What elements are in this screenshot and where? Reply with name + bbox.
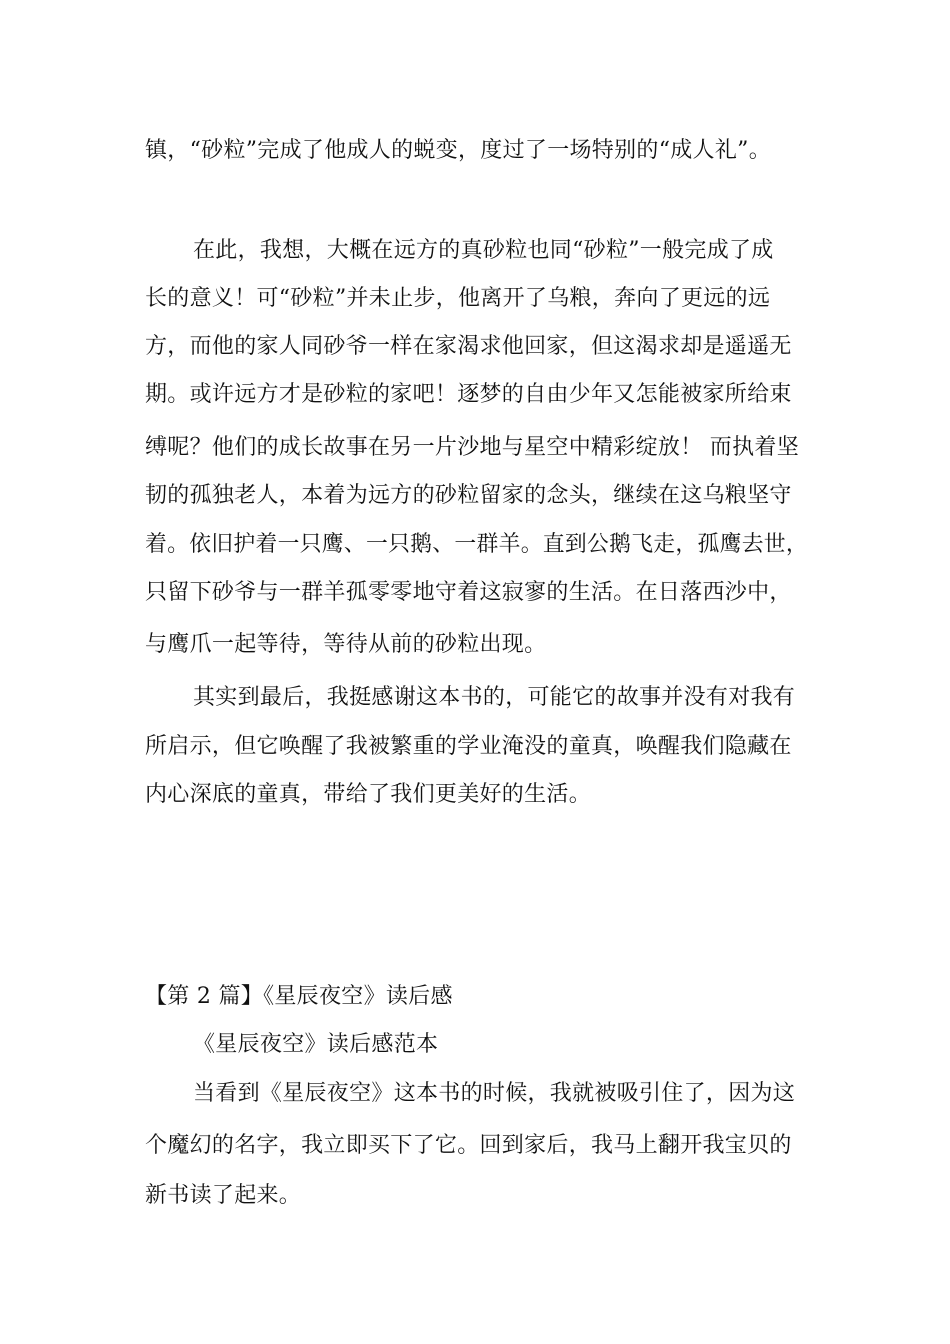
paragraph-line: 方，而他的家人同砂爷一样在家渴求他回家，但这渴求却是遥遥无: [145, 334, 792, 359]
paragraph-line: 内心深底的童真，带给了我们更美好的生活。: [145, 782, 592, 807]
document-subtitle: 《星辰夜空》读后感范本: [193, 1032, 439, 1057]
paragraph-line: 所启示，但它唤醒了我被繁重的学业淹没的童真，唤醒我们隐藏在: [145, 734, 792, 759]
paragraph-line: 当看到《星辰夜空》这本书的时候，我就被吸引住了，因为这: [193, 1081, 796, 1106]
paragraph-line: 其实到最后，我挺感谢这本书的，可能它的故事并没有对我有: [193, 685, 796, 710]
paragraph-line: 个魔幻的名字，我立即买下了它。回到家后，我马上翻开我宝贝的: [145, 1133, 792, 1158]
paragraph-line: 在此，我想，大概在远方的真砂粒也同“砂粒”一般完成了成: [193, 238, 774, 263]
paragraph-line: 期。或许远方才是砂粒的家吧！逐梦的自由少年又怎能被家所给束: [145, 382, 792, 407]
section-heading: 【第 2 篇】《星辰夜空》读后感: [145, 984, 453, 1009]
paragraph-line: 与鹰爪一起等待，等待从前的砂粒出现。: [145, 632, 547, 657]
paragraph-line: 镇，“砂粒”完成了他成人的蜕变，度过了一场特别的“成人礼”。: [145, 138, 771, 163]
paragraph-line: 着。依旧护着一只鹰、一只鹅、一群羊。直到公鹅飞走，孤鹰去世，: [145, 532, 809, 557]
paragraph-line: 长的意义！可“砂粒”并未止步，他离开了乌粮，奔向了更远的远: [145, 286, 771, 311]
paragraph-line: 韧的孤独老人，本着为远方的砂粒留家的念头，继续在这乌粮坚守: [145, 483, 792, 508]
paragraph-line: 新书读了起来。: [145, 1183, 302, 1208]
paragraph-line: 缚呢？他们的成长故事在另一片沙地与星空中精彩绽放！ 而执着坚: [145, 435, 799, 460]
paragraph-line: 只留下砂爷与一群羊孤零零地守着这寂寥的生活。在日落西沙中，: [145, 580, 792, 605]
